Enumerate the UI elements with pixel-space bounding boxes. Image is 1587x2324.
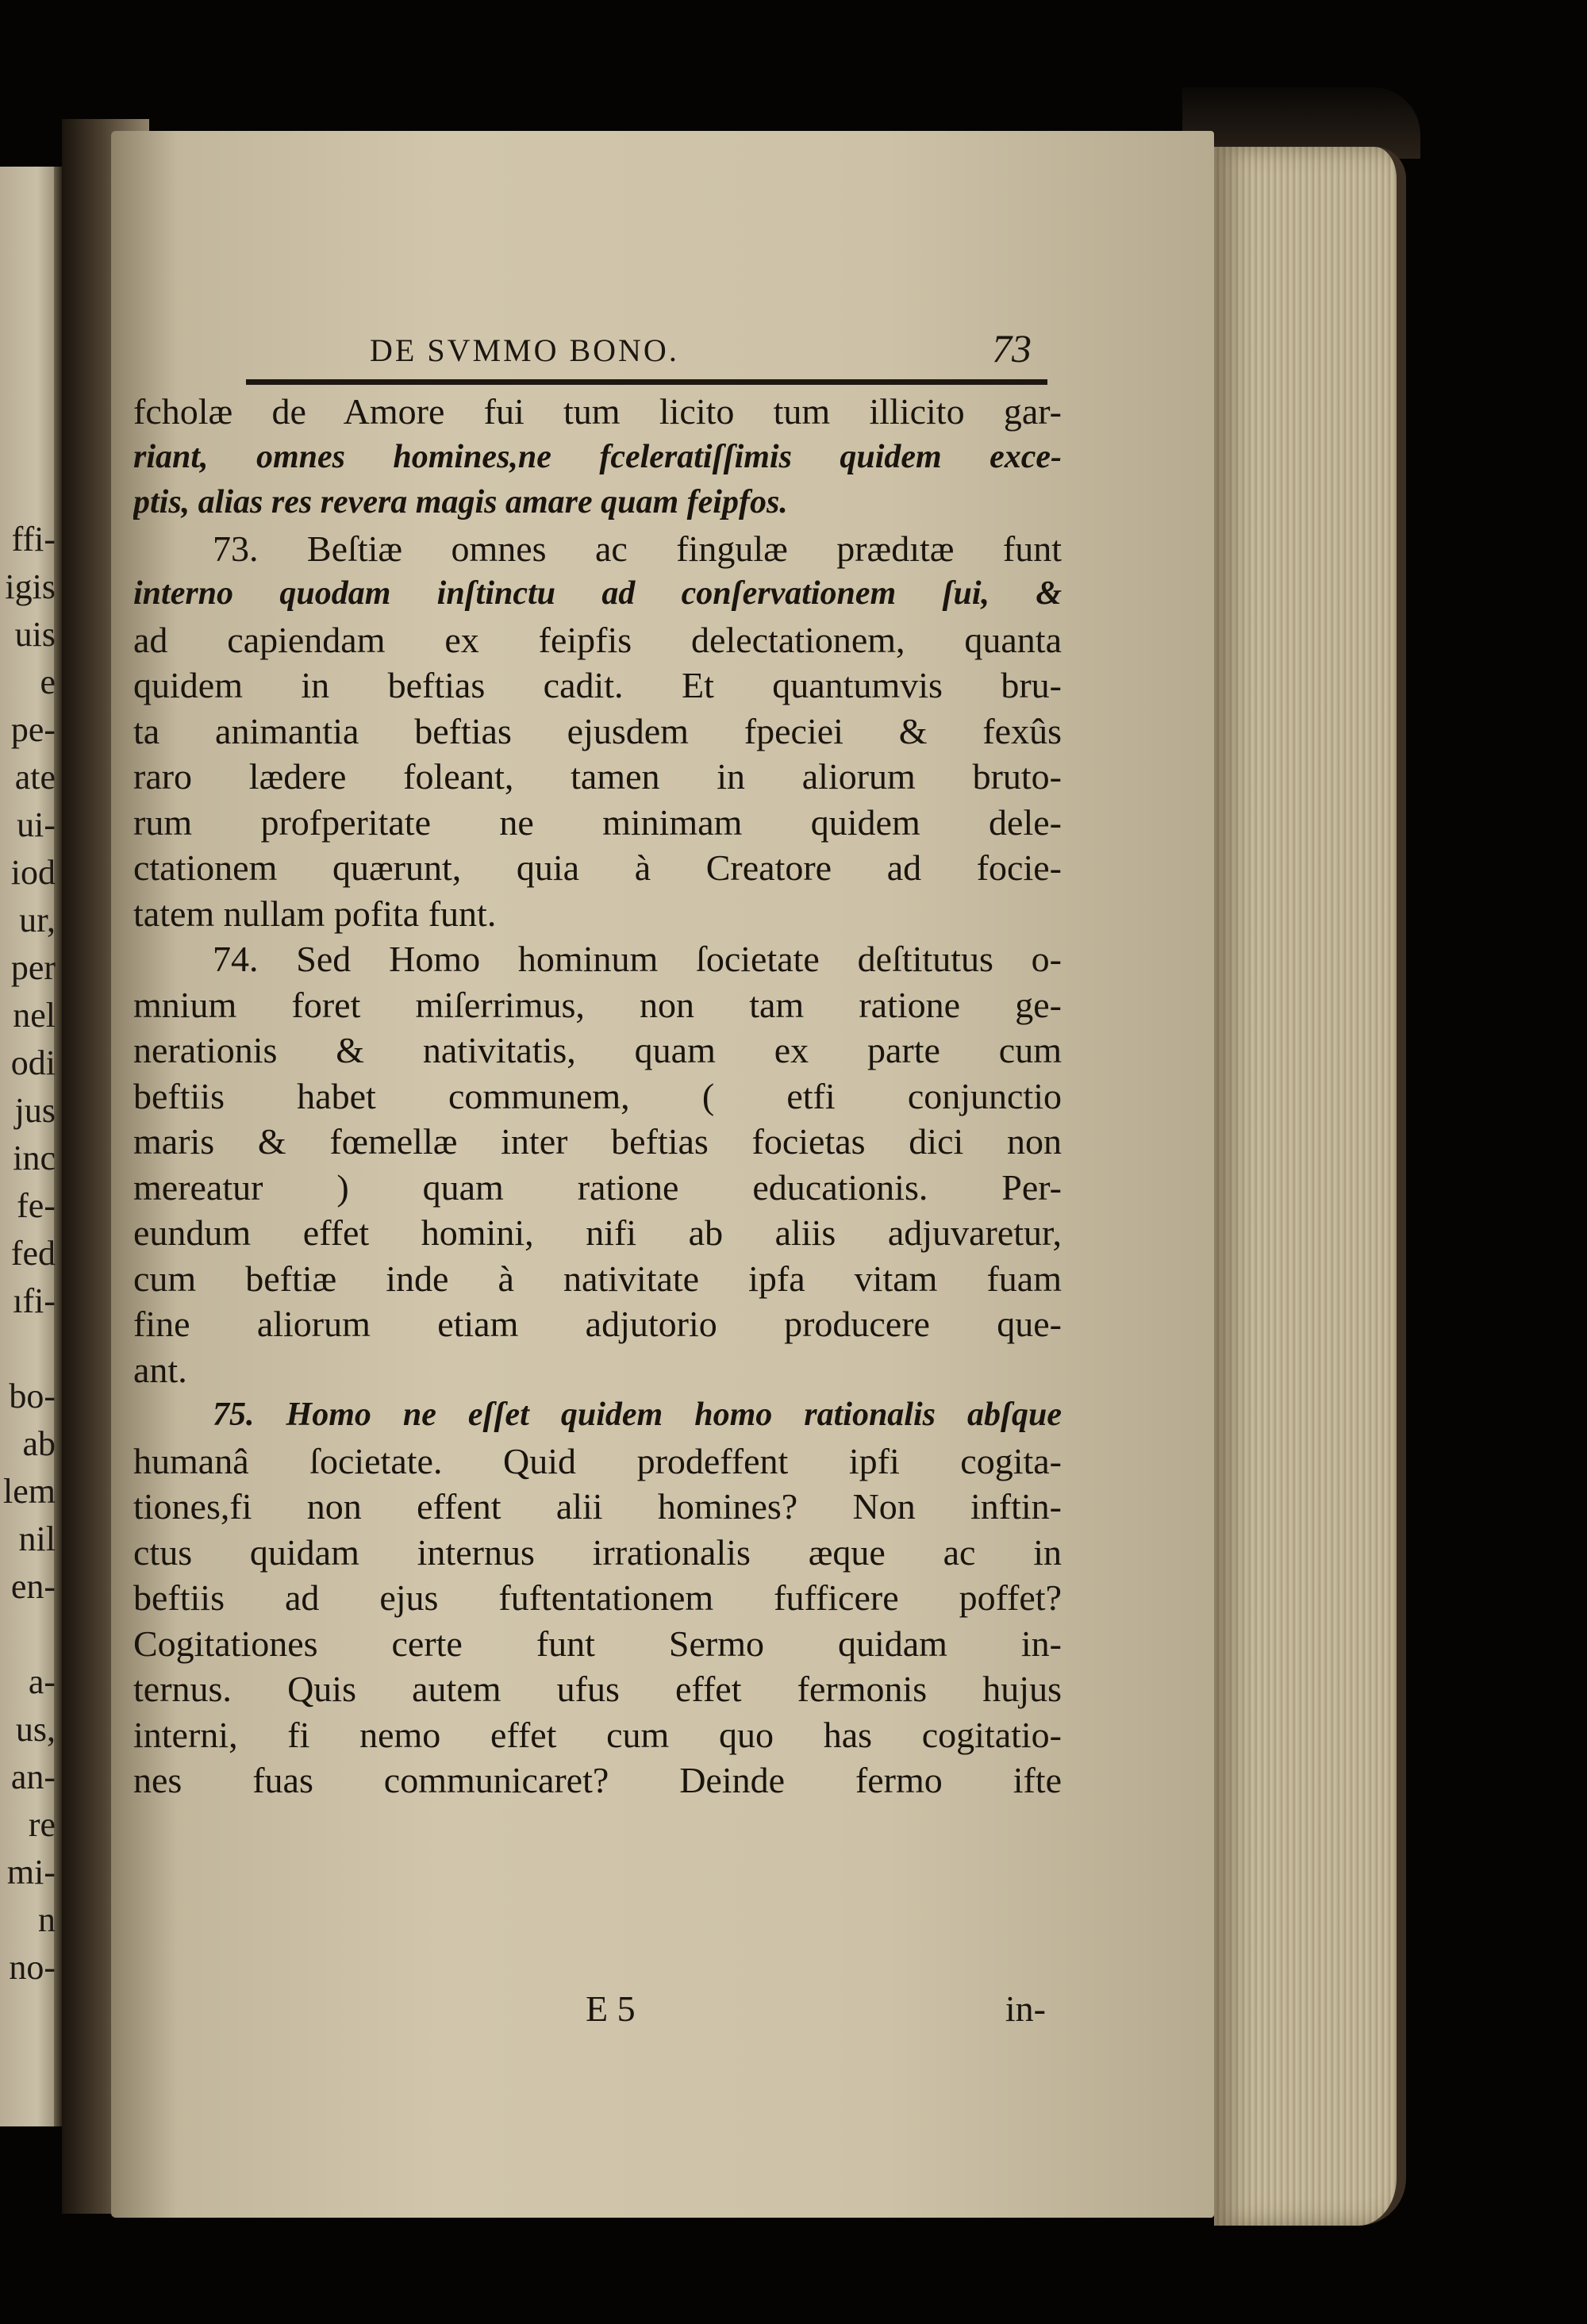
text-line: rum profperitate ne minimam quidem dele-: [133, 801, 1062, 843]
text-line: ad capiendam ex feipfis delectationem, quanta: [133, 619, 1062, 660]
text-line: nes fuas communicaret? Deinde fermo ifte: [133, 1760, 1062, 1800]
text-line: Cogitationes certe funt Sermo quidam in-: [133, 1623, 1062, 1664]
text-line: ctationem quærunt, quia à Creatore ad focie-: [133, 847, 1062, 888]
text-line: interni, fi nemo effet cum quo has cogitatio-: [133, 1714, 1062, 1755]
text-line: beftiis ad ejus fuftentationem fufficere poffet?: [133, 1577, 1062, 1618]
text-line: riant, omnes homines,ne fceleratiſſimis quidem exce-: [133, 438, 1062, 475]
left-fragment: us,: [15, 1710, 56, 1749]
left-fragment: ffi-: [11, 520, 56, 559]
header-rule: [246, 379, 1047, 385]
running-head: DE SVMMO BONO.: [370, 332, 679, 368]
text-line: 74. Sed Homo hominum ſocietate deſtitutus o-: [213, 939, 1062, 979]
left-fragment: ab: [22, 1424, 56, 1463]
page-number: 73: [992, 326, 1032, 371]
text-line: fcholæ de Amore fui tum licito tum illicito gar-: [133, 391, 1062, 432]
left-fragment: ur,: [19, 901, 56, 939]
left-fragment: an-: [10, 1757, 56, 1796]
text-line: humanâ ſocietate. Quid prodeffent ipfi cogita-: [133, 1440, 1062, 1481]
left-fragment: no-: [9, 1948, 56, 1987]
left-fragment: per: [10, 948, 56, 987]
text-line: tiones,fi non effent alii homines? Non inftin-: [133, 1486, 1062, 1527]
left-fragment: bo-: [9, 1377, 56, 1416]
left-fragment: ui-: [17, 805, 56, 844]
signature-mark: E 5: [586, 1988, 636, 2029]
text-line: tatem nullam pofita funt.: [133, 893, 497, 934]
page-body: [133, 389, 1062, 1804]
text-line: nerationis & nativitatis, quam ex parte cum: [133, 1030, 1062, 1070]
left-fragment: lem: [3, 1472, 56, 1511]
text-line: cum beftiæ inde à nativitate ipfa vitam fuam: [133, 1258, 1062, 1299]
text-line: mereatur ) quam ratione educationis. Per-: [133, 1166, 1062, 1208]
left-fragment: fe-: [17, 1186, 56, 1225]
left-fragment: en-: [10, 1567, 56, 1606]
left-fragment: [0, 1611, 59, 1658]
left-fragment: pe-: [10, 710, 56, 749]
left-fragment: iod: [10, 853, 56, 892]
left-page: [0, 167, 62, 2126]
catchword: in-: [1005, 1988, 1046, 2029]
left-fragment: uis: [14, 615, 56, 654]
left-fragment: a-: [28, 1662, 56, 1701]
left-fragment: ate: [14, 758, 56, 797]
text-line: maris & fœmellæ inter beftias focietas dici non: [133, 1121, 1062, 1162]
left-fragment: fed: [10, 1234, 56, 1273]
left-fragment: inc: [13, 1139, 56, 1177]
text-line: 75. Homo ne eſſet quidem homo rationalis abſque: [213, 1396, 1062, 1433]
text-line: mnium foret miſerrimus, non tam ratione ge-: [133, 984, 1062, 1025]
text-line: ta animantia beftias ejusdem fpeciei & fexûs: [133, 710, 1062, 751]
left-fragment: n: [38, 1900, 56, 1939]
text-line: raro lædere foleant, tamen in aliorum bruto-: [133, 756, 1062, 797]
page-stack-edge: [1214, 147, 1406, 2226]
left-fragment: [0, 1325, 59, 1373]
text-line: interno quodam inſtinctu ad conſervationem ſui, &: [133, 575, 1062, 612]
left-fragment: jus: [14, 1091, 56, 1130]
text-line: beftiis habet communem, ( etfi conjunctio: [133, 1075, 1062, 1116]
left-fragment: odi: [10, 1043, 56, 1082]
left-fragment: re: [28, 1805, 56, 1844]
text-line: ternus. Quis autem ufus effet fermonis hujus: [133, 1669, 1062, 1709]
left-fragment: nel: [13, 996, 56, 1035]
page-header: [254, 325, 1047, 381]
left-fragment: mi-: [6, 1853, 56, 1892]
text-line: ctus quidam internus irrationalis æque ac in: [133, 1531, 1062, 1573]
text-line: quidem in beftias cadit. Et quantumvis bru-: [133, 665, 1062, 705]
page-footer: [133, 1988, 1062, 2035]
left-fragment: ıfi-: [13, 1281, 56, 1320]
text-line: ant.: [133, 1349, 187, 1390]
text-line: 73. Beſtiæ omnes ac fingulæ prædıtæ funt: [213, 528, 1062, 569]
left-fragment: e: [40, 663, 56, 701]
left-page-text: [0, 516, 59, 1992]
left-fragment: nil: [18, 1519, 56, 1558]
text-line: fine aliorum etiam adjutorio producere que-: [133, 1304, 1062, 1344]
left-fragment: igis: [5, 567, 56, 606]
text-line: eundum effet homini, nifi ab aliis adjuvaretur,: [133, 1212, 1062, 1253]
text-line: ptis, alias res revera magis amare quam feipfos.: [133, 484, 788, 520]
